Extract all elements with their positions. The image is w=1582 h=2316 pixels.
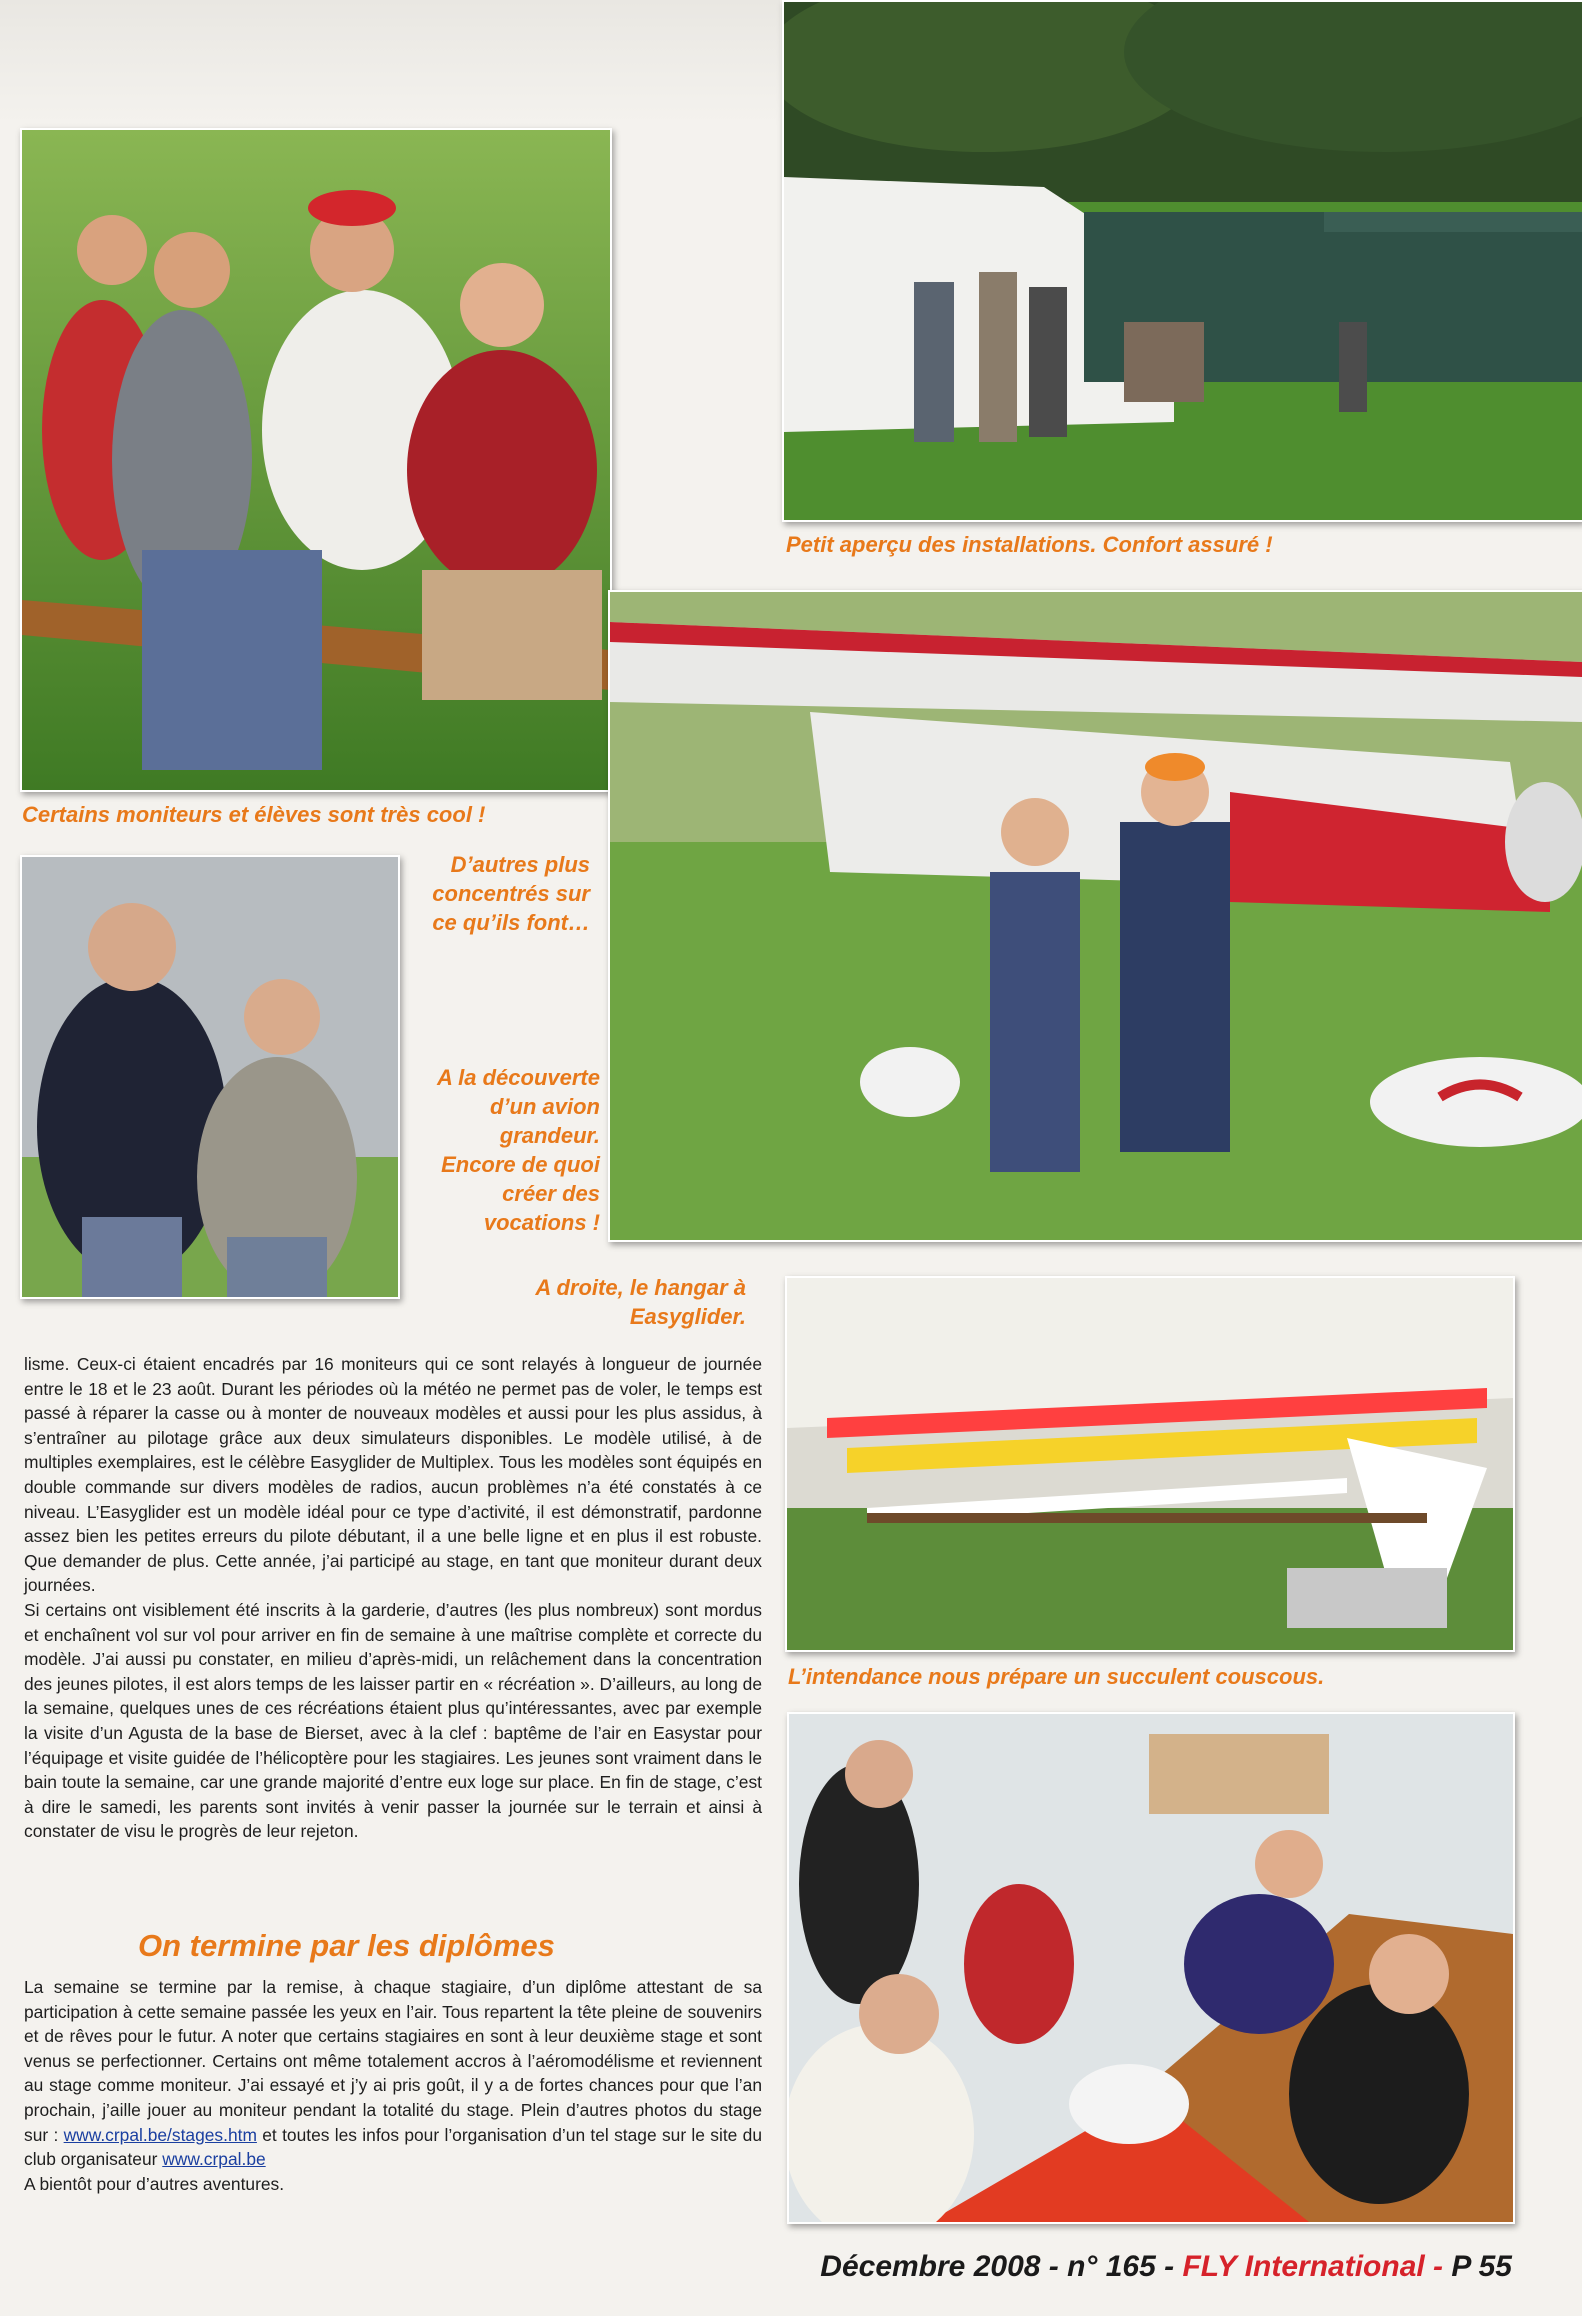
section-heading: On termine par les diplômes (138, 1928, 555, 1963)
page-top-band (0, 0, 780, 125)
caption-line: A la découverte (436, 1065, 600, 1090)
link-stages[interactable]: www.crpal.be/stages.htm (63, 2124, 257, 2145)
caption-line: Encore de quoi (441, 1152, 600, 1177)
footer-date-issue: Décembre 2008 - n° 165 - (820, 2250, 1183, 2283)
paragraph-text: et toutes les infos pour l’organisation d’un tel stage sur le site du club organisateur (24, 2124, 762, 2170)
link-club[interactable]: www.crpal.be (162, 2149, 266, 2170)
caption-line: d’un avion (490, 1094, 600, 1119)
footer-magazine: FLY International (1182, 2250, 1425, 2283)
caption-discovery (400, 1063, 600, 1237)
article-body-column (24, 1352, 762, 1844)
paragraph: lisme. Ceux-ci étaient encadrés par 16 moniteurs qui ce sont relayés à longueur de journée entre le 18 et le 23 août. Durant les périodes où la météo ne permet pas de voler, le temps est passé à réparer la casse ou à monter de nouveaux modèles et aussi pour les plus assidus, à s’entraîner au pilotage grâce aux deux simulateurs disponibles. Le modèle utilisé, à de multiples exemplaires, est le célèbre Easyglider de Multiplex. Tous les modèles sont équipés en double commande sur divers modèles de radios, aucun problèmes n’a été constatés à ce niveau. L’Easyglider est un modèle idéal pour ce type d’activité, il est démonstratif, pardonne assez bien les petites erreurs du pilote débutant, il a une belle ligne et en plus il est robuste. Que demander de plus. Cette année, j’ai participé au stage, en tant que moniteur durant deux journées. (24, 1354, 762, 1596)
caption-line: D’autres plus (450, 852, 590, 877)
paragraph: A bientôt pour d’autres aventures. (24, 2173, 285, 2194)
paragraph-text: La semaine se termine par la remise, à chaque stagiaire, d’un diplôme attestant de sa participation à cette semaine passée les yeux en l’air. Tous repartent la tête pleine de souvenirs et de rêves pour le futur. A noter que certains stagiaires en sont à leur deuxième stage et sont venus se perfectionner. Certains ont même totalement accros à l’aéromodélisme et reviennent au stage comme moniteur. J’ai essayé et j’y ai pris goût, il y a de fortes chances pour que l’an prochain, j’aille jouer au moniteur pendant la totalité du stage. Plein d’autres photos du stage sur : (24, 1977, 762, 2145)
caption-hangar (440, 1273, 746, 1331)
caption-line: concentrés sur (432, 881, 590, 906)
photo-couscous (787, 1712, 1515, 2224)
photo-pilots-concentrated (20, 855, 400, 1299)
photo-glider-hangar (785, 1276, 1515, 1652)
caption-line: vocations ! (483, 1210, 600, 1235)
caption-line: grandeur. (499, 1123, 600, 1148)
photo-instructors-bench (20, 128, 612, 792)
caption-intendance: L’intendance nous prépare un succulent couscous. (788, 1664, 1325, 1689)
caption-line: créer des (502, 1181, 600, 1206)
paragraph: Si certains ont visiblement été inscrits à la garderie, d’autres (les plus nombreux) sont mordus et enchaînent vol sur vol pour arriver en fin de semaine à une maîtrise complète et correcte du modèle. J’ai aussi pu constater, en milieu d’après-midi, un relâchement dans la concentration des jeunes pilotes, il est alors temps de les laisser partir en « récréation ». D’ailleurs, au long de la semaine, quelques unes de ces récréations étaient plus qu’intéressantes, avec par exemple la visite d’un Agusta de la base de Bierset, avec à la clef : baptême de l’air en Easystar pour l’équipage et visite guidée de l’hélicoptère pour les stagiaires. Les jeunes sont vraiment dans le bain toute la semaine, car une grande majorité d’entre eux loge sur place. En fin de stage, c’est à dire le samedi, les parents sont invités à venir passer la journée sur le terrain et ainsi à constater de visu le progrès de leur rejeton. (24, 1599, 762, 1842)
caption-line: Easyglider. (629, 1304, 746, 1329)
caption-concentrated (400, 850, 590, 937)
caption-installations: Petit aperçu des installations. Confort assuré ! (786, 532, 1273, 557)
footer-separator: - (1424, 2250, 1452, 2283)
caption-line: ce qu’ils font… (432, 910, 590, 935)
photo-installations (782, 0, 1582, 522)
caption-cool: Certains moniteurs et élèves sont très cool ! (22, 802, 486, 827)
article-body-conclusion (24, 1975, 762, 2196)
page-footer (820, 2250, 1512, 2284)
paragraph-conclusion (24, 1975, 762, 2172)
footer-page-number: P 55 (1451, 2250, 1512, 2283)
caption-line: A droite, le hangar à (535, 1275, 746, 1300)
photo-airplane-kids (608, 590, 1582, 1242)
